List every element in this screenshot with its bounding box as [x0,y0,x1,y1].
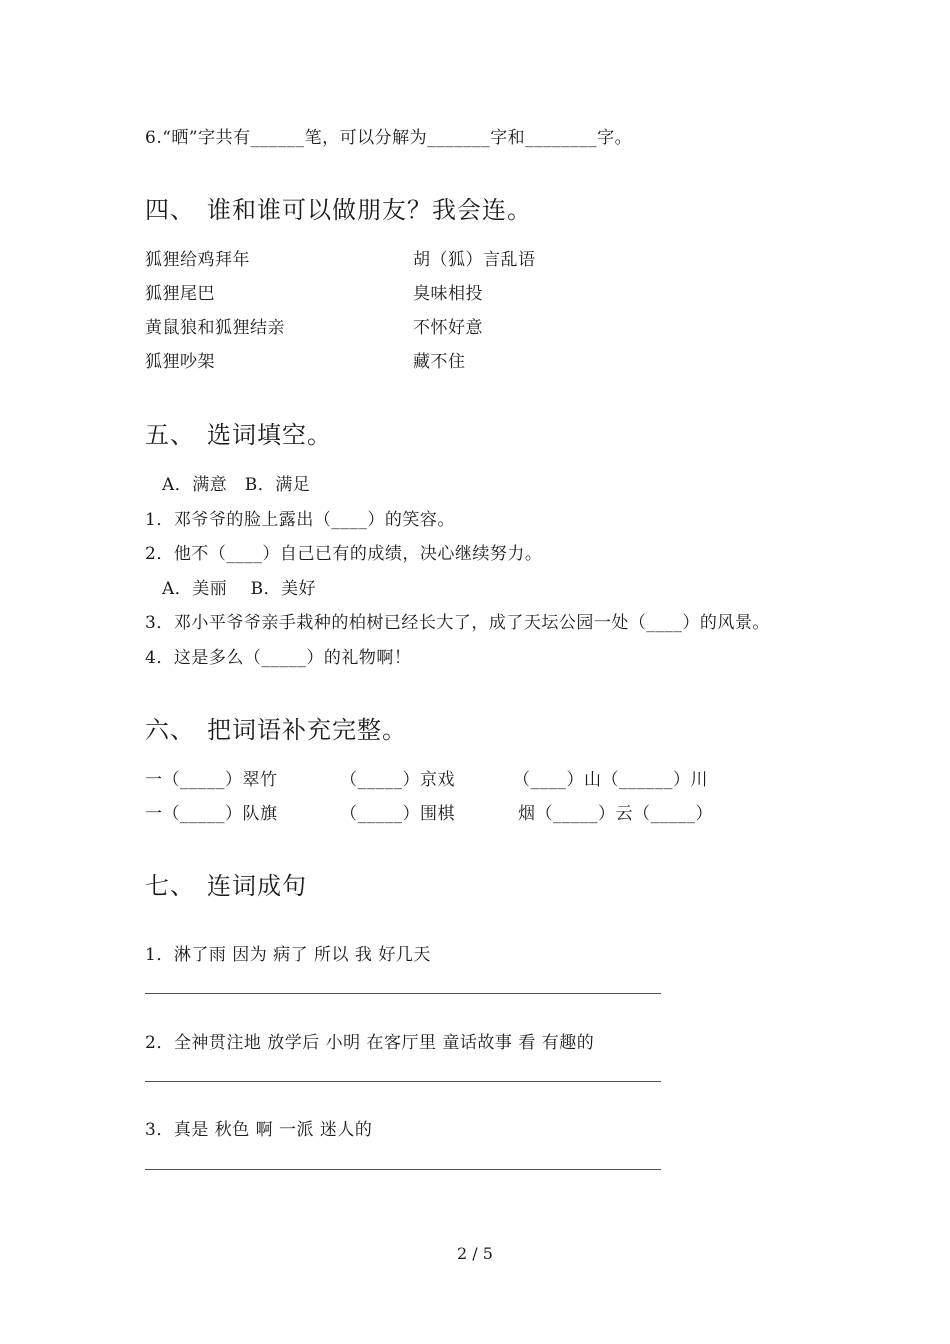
match-right-2: 臭味相投 [413,284,483,304]
section-7-heading [145,866,307,901]
section-5-number: 五、 [145,421,195,449]
page-number: 2 / 5 [457,1244,493,1263]
section-7-number: 七、 [145,872,195,900]
answer-line-2 [145,1081,661,1082]
match-left-1: 狐狸给鸡拜年 [145,250,250,270]
phrase-2-1: 一（_____）队旗 [145,804,278,824]
section-4-title: 谁和谁可以做朋友？我会连。 [207,196,532,224]
fill-question-4: 4．这是多么（_____）的礼物啊！ [145,648,412,668]
match-left-3: 黄鼠狼和狐狸结亲 [145,318,285,338]
section-5-title: 选词填空。 [207,421,332,449]
match-right-3: 不怀好意 [413,318,483,338]
phrase-1-1: 一（_____）翠竹 [145,770,278,790]
phrase-1-2: （_____）京戏 [340,770,455,790]
match-right-4: 藏不住 [413,352,466,372]
section-6-title: 把词语补充完整。 [207,716,407,744]
section-4-number: 四、 [145,196,195,224]
match-left-2: 狐狸尾巴 [145,284,215,304]
match-left-4: 狐狸吵架 [145,352,215,372]
phrase-1-3: （____）山（______）川 [513,770,708,790]
answer-line-3 [145,1169,661,1170]
q6-line: 6.“晒”字共有______笔，可以分解为_______字和________字。 [145,128,633,148]
section-7-title: 连词成句 [207,872,307,900]
fill-question-1: 1．邓爷爷的脸上露出（____）的笑容。 [145,510,455,530]
options-ab-1: A．满意 B．满足 [162,475,311,495]
section-4-heading [145,190,532,225]
section-5-heading [145,415,332,450]
phrase-2-3: 烟（_____）云（_____） [518,804,713,824]
section-6-number: 六、 [145,716,195,744]
fill-question-2: 2．他不（____）自己已有的成绩，决心继续努力。 [145,544,543,564]
options-ab-2: A．美丽 B．美好 [162,579,317,599]
sentence-item-2: 2．全神贯注地 放学后 小明 在客厅里 童话故事 看 有趣的 [145,1033,595,1053]
phrase-2-2: （_____）围棋 [340,804,455,824]
section-6-heading [145,710,407,745]
answer-line-1 [145,993,661,994]
match-right-1: 胡（狐）言乱语 [413,250,536,270]
sentence-item-3: 3．真是 秋色 啊 一派 迷人的 [145,1120,373,1140]
fill-question-3: 3．邓小平爷爷亲手栽种的柏树已经长大了，成了天坛公园一处（____）的风景。 [145,613,770,633]
sentence-item-1: 1．淋了雨 因为 病了 所以 我 好几天 [145,945,431,965]
